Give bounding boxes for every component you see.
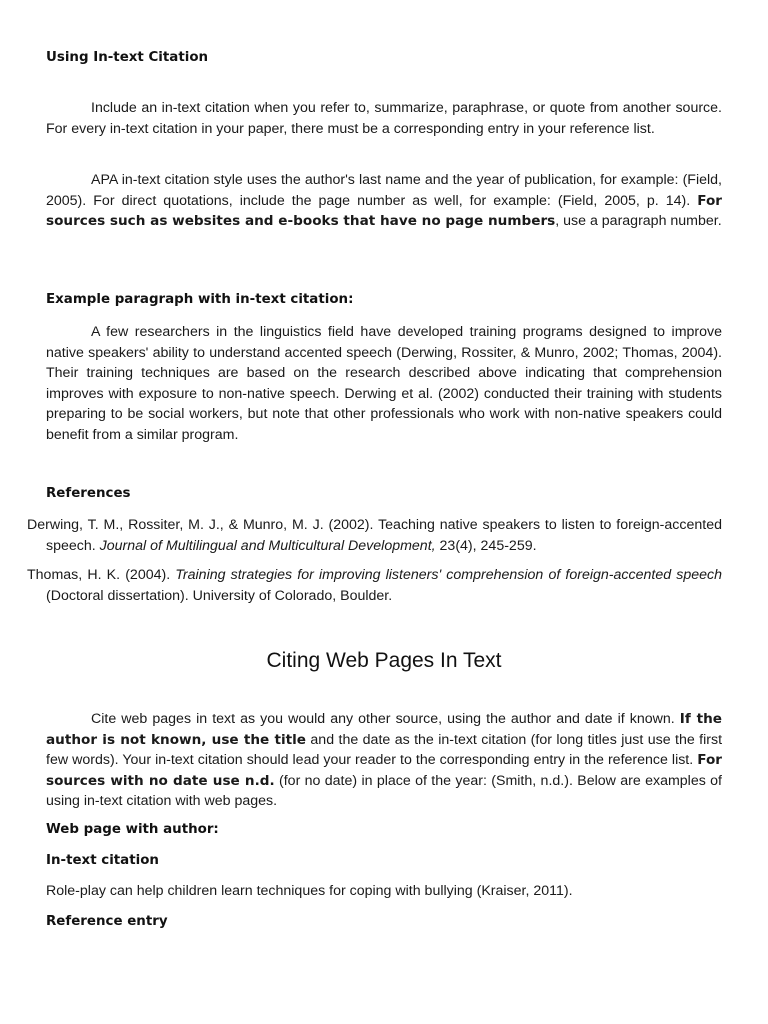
subheading-reference-entry: Reference entry [46,914,168,929]
text-run: Thomas, H. K. (2004). [27,567,176,583]
text-run: 23(4), 245-259. [435,538,537,554]
bold-text-run: If the author is not known, use the title [46,711,722,748]
references-heading: References [46,486,131,501]
reference-entry-derwing [27,515,722,557]
text-run: (Doctoral dissertation). University of Colorado, Boulder. [46,588,393,604]
text-run: , use a paragraph number. [555,213,722,230]
paragraph-intro: Include an in-text citation when you refer to, summarize, paraphrase, or quote from another source. For every in-text citation in your paper, there must be a corresponding entry in your reference list. [46,100,722,137]
text-run: (for no date) in place of the year: (Smith, n.d.). Below are examples of using in-text citation with web pages. [46,772,722,810]
bold-text-run: For sources with no date use n.d. [46,752,722,789]
web-paragraph [46,709,722,812]
section-heading-in-text-citation: Using In-text Citation [46,50,209,65]
example-paragraph: A few researchers in the linguistics field have developed training programs designed to improve native speakers' ability to understand accented speech (Derwing, Rossiter, & Munro, 2002; Thomas, 2004). Their training techniques are based on the research described above indicating that comprehension improves with exposure to non-native speech. Derwing et al. (2002) conducted their training with students preparing to be social workers, but note that other professionals who work with non-native speakers could benefit from a similar program. [46,324,722,443]
text-run: and the date as the in-text citation (for long titles just use the first few words). Your in-text citation should lead your reader to the corresponding entry in the reference list. [46,731,723,769]
example-citation-line: Role-play can help children learn techniques for coping with bullying (Kraiser, 2011). [46,883,573,899]
reference-entry-thomas [27,565,722,607]
example-heading: Example paragraph with in-text citation: [46,292,354,307]
text-run: Derwing, T. M., Rossiter, M. J., & Munro, M. J. (2002). Teaching native speakers to listen to foreign-accented speech. [27,517,722,554]
paragraph-apa-style [46,170,722,232]
section-title-web-pages: Citing Web Pages In Text [266,649,502,672]
subheading-in-text-citation: In-text citation [46,853,159,868]
italic-text-run: Journal of Multilingual and Multicultural Development, [99,538,436,554]
subheading-web-page-with-author: Web page with author: [46,822,219,837]
text-run: APA in-text citation style uses the author's last name and the year of publication, for example: (Field, 2005). For direct quotations, include the page number as well, for example: (Field, 2005, p. 14). [46,172,722,209]
italic-text-run: Training strategies for improving listeners' comprehension of foreign-accented speech [175,567,722,583]
text-run: Cite web pages in text as you would any other source, using the author and date if known. [91,711,680,727]
bold-text-run: For sources such as websites and e-books that have no page numbers [46,192,722,230]
